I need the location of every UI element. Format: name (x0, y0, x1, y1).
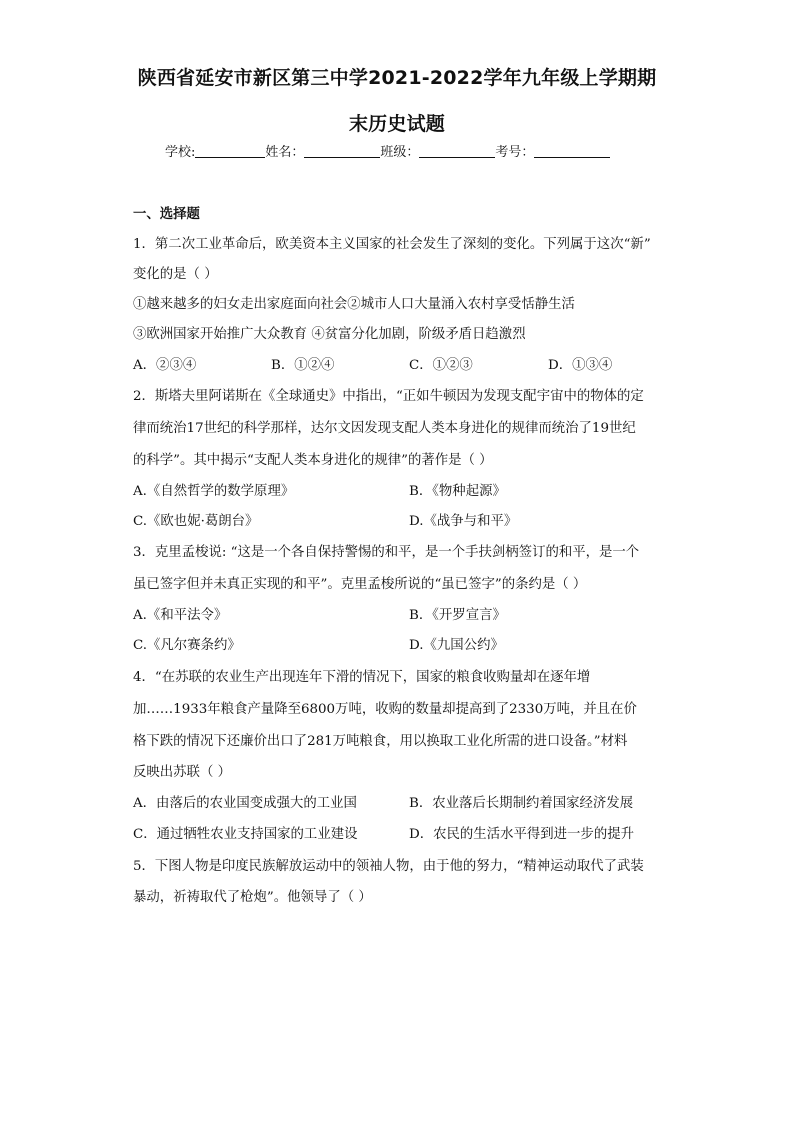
q1-statement-2: ③欧洲国家开始推广大众教育 ④贫富分化加剧，阶级矛盾日趋激烈 (133, 327, 526, 342)
class-blank (419, 143, 495, 158)
q1-stem-line-2: 变化的是（ ） (133, 267, 218, 282)
name-label: 姓名： (265, 145, 305, 160)
q2-stem-line-3: 的科学”。其中揭示“支配人类本身进化的规律”的著作是（ ） (133, 453, 493, 468)
q3-option-a: A.《和平法令》 (133, 608, 228, 623)
q3-option-c: C.《凡尔赛条约》 (133, 638, 241, 653)
q4-option-a: A．由落后的农业国变成强大的工业国 (133, 796, 357, 811)
q4-option-b: B．农业落后长期制约着国家经济发展 (409, 796, 634, 811)
number-blank (534, 143, 610, 158)
q1-option-c: C．①②③ (409, 358, 473, 373)
exam-title-line-1: 陕西省延安市新区第三中学2021-2022学年九年级上学期期 (137, 67, 657, 89)
q1-statement-1: ①越来越多的妇女走出家庭面向社会②城市人口大量涌入农村享受恬静生活 (133, 297, 575, 312)
q1-stem-line-1: 1．第二次工业革命后，欧美资本主义国家的社会发生了深刻的变化。下列属于这次“新” (133, 237, 651, 252)
q4-option-c: C．通过牺牲农业支持国家的工业建设 (133, 827, 358, 842)
q4-stem-line-4: 反映出苏联（ ） (133, 765, 231, 780)
student-info-row (165, 143, 610, 162)
q3-stem-line-2: 虽已签字但并未真正实现的和平”。克里孟梭所说的“虽已签字”的条约是（ ） (133, 577, 587, 592)
q4-stem-line-2: 加……1933年粮食产量降至6800万吨，收购的数量却提高到了2330万吨，并且在价 (133, 702, 637, 717)
q4-stem-line-3: 格下跌的情况下还廉价出口了281万吨粮食，用以换取工业化所需的进口设备。”材料 (133, 734, 628, 749)
q1-option-d: D．①③④ (548, 358, 613, 373)
q5-stem-line-1: 5．下图人物是印度民族解放运动中的领袖人物，由于他的努力，“精神运动取代了武装 (133, 859, 644, 874)
name-blank (304, 143, 380, 158)
q2-option-a: A.《自然哲学的数学原理》 (133, 484, 295, 499)
q3-option-b: B．《开罗宣言》 (409, 608, 506, 623)
q1-option-b: B．①②④ (271, 358, 335, 373)
q5-stem-line-2: 暴动，祈祷取代了枪炮”。他领导了（ ） (133, 890, 372, 905)
q2-option-d: D.《战争与和平》 (409, 514, 518, 529)
q2-stem-line-2: 律而统治17世纪的科学那样，达尔文因发现支配人类本身进化的规律而统治了19世纪 (133, 421, 636, 436)
q2-option-c: C.《欧也妮·葛朗台》 (133, 514, 259, 529)
q1-option-a: A．②③④ (133, 358, 197, 373)
q4-stem-line-1: 4．“在苏联的农业生产出现连年下滑的情况下，国家的粮食收购量却在逐年增 (133, 670, 591, 685)
class-label: 班级： (380, 145, 420, 160)
number-label: 考号： (495, 145, 535, 160)
q3-option-d: D.《九国公约》 (409, 638, 504, 653)
school-blank (195, 143, 265, 158)
q4-option-d: D．农民的生活水平得到进一步的提升 (409, 827, 634, 842)
q2-stem-line-1: 2．斯塔夫里阿诺斯在《全球通史》中指出，“正如牛顿因为发现支配宇宙中的物体的定 (133, 389, 644, 404)
exam-title-line-2: 末历史试题 (348, 113, 445, 135)
q3-stem-line-1: 3．克里孟梭说: “这是一个各自保持警惕的和平，是一个手扶剑柄签订的和平，是一个 (133, 545, 640, 560)
school-label: 学校: (165, 145, 196, 160)
section-heading: 一、选择题 (133, 207, 200, 222)
q2-option-b: B．《物种起源》 (409, 484, 506, 499)
